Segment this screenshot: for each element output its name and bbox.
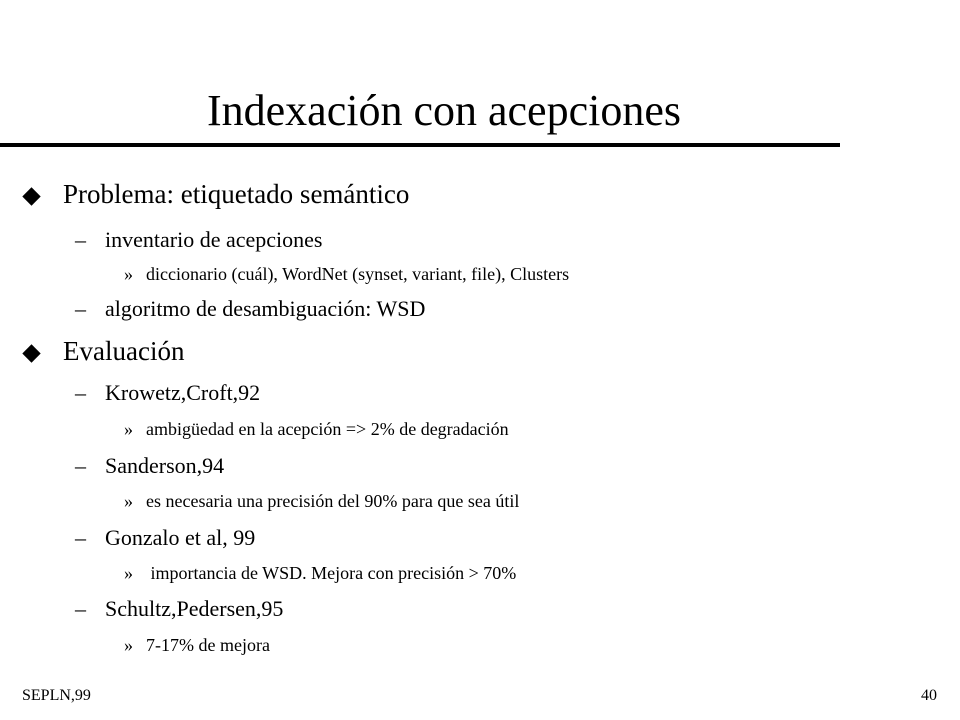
sub-bullet-text: algoritmo de desambiguación: WSD — [105, 296, 426, 321]
title-underline — [0, 143, 840, 147]
sub-bullet-text: Krowetz,Croft,92 — [105, 380, 261, 405]
dash-marker: – — [75, 296, 86, 321]
sub-bullet-text: Schultz,Pedersen,95 — [105, 596, 284, 621]
sub-bullet-text: Sanderson,94 — [105, 453, 225, 478]
detail-text: es necesaria una precisión del 90% para que sea útil — [146, 491, 520, 511]
chevron-marker: » — [124, 419, 133, 439]
dash-marker: – — [75, 227, 86, 252]
dash-marker: – — [75, 380, 86, 405]
slide-title: Indexación con acepciones — [207, 86, 681, 135]
chevron-marker: » — [124, 635, 133, 655]
footer-source: SEPLN,99 — [22, 687, 91, 704]
chevron-marker: » — [124, 264, 133, 284]
chevron-marker: » — [124, 491, 133, 511]
sub-bullet-text: inventario de acepciones — [105, 227, 323, 252]
chevron-marker: » — [124, 563, 133, 583]
diamond-bullet-icon — [22, 344, 40, 362]
detail-text: ambigüedad en la acepción => 2% de degradación — [146, 419, 509, 439]
detail-text: diccionario (cuál), WordNet (synset, variant, file), Clusters — [146, 264, 570, 284]
page-number: 40 — [921, 687, 937, 704]
diamond-bullet-icon — [22, 187, 40, 205]
dash-marker: – — [75, 453, 86, 478]
detail-text: importancia de WSD. Mejora con precisión > 70% — [146, 563, 517, 583]
dash-marker: – — [75, 596, 86, 621]
detail-text: 7-17% de mejora — [146, 635, 270, 655]
dash-marker: – — [75, 525, 86, 550]
bullet-text: Evaluación — [63, 336, 185, 366]
bullet-text: Problema: etiquetado semántico — [63, 179, 410, 209]
sub-bullet-text: Gonzalo et al, 99 — [105, 525, 256, 550]
